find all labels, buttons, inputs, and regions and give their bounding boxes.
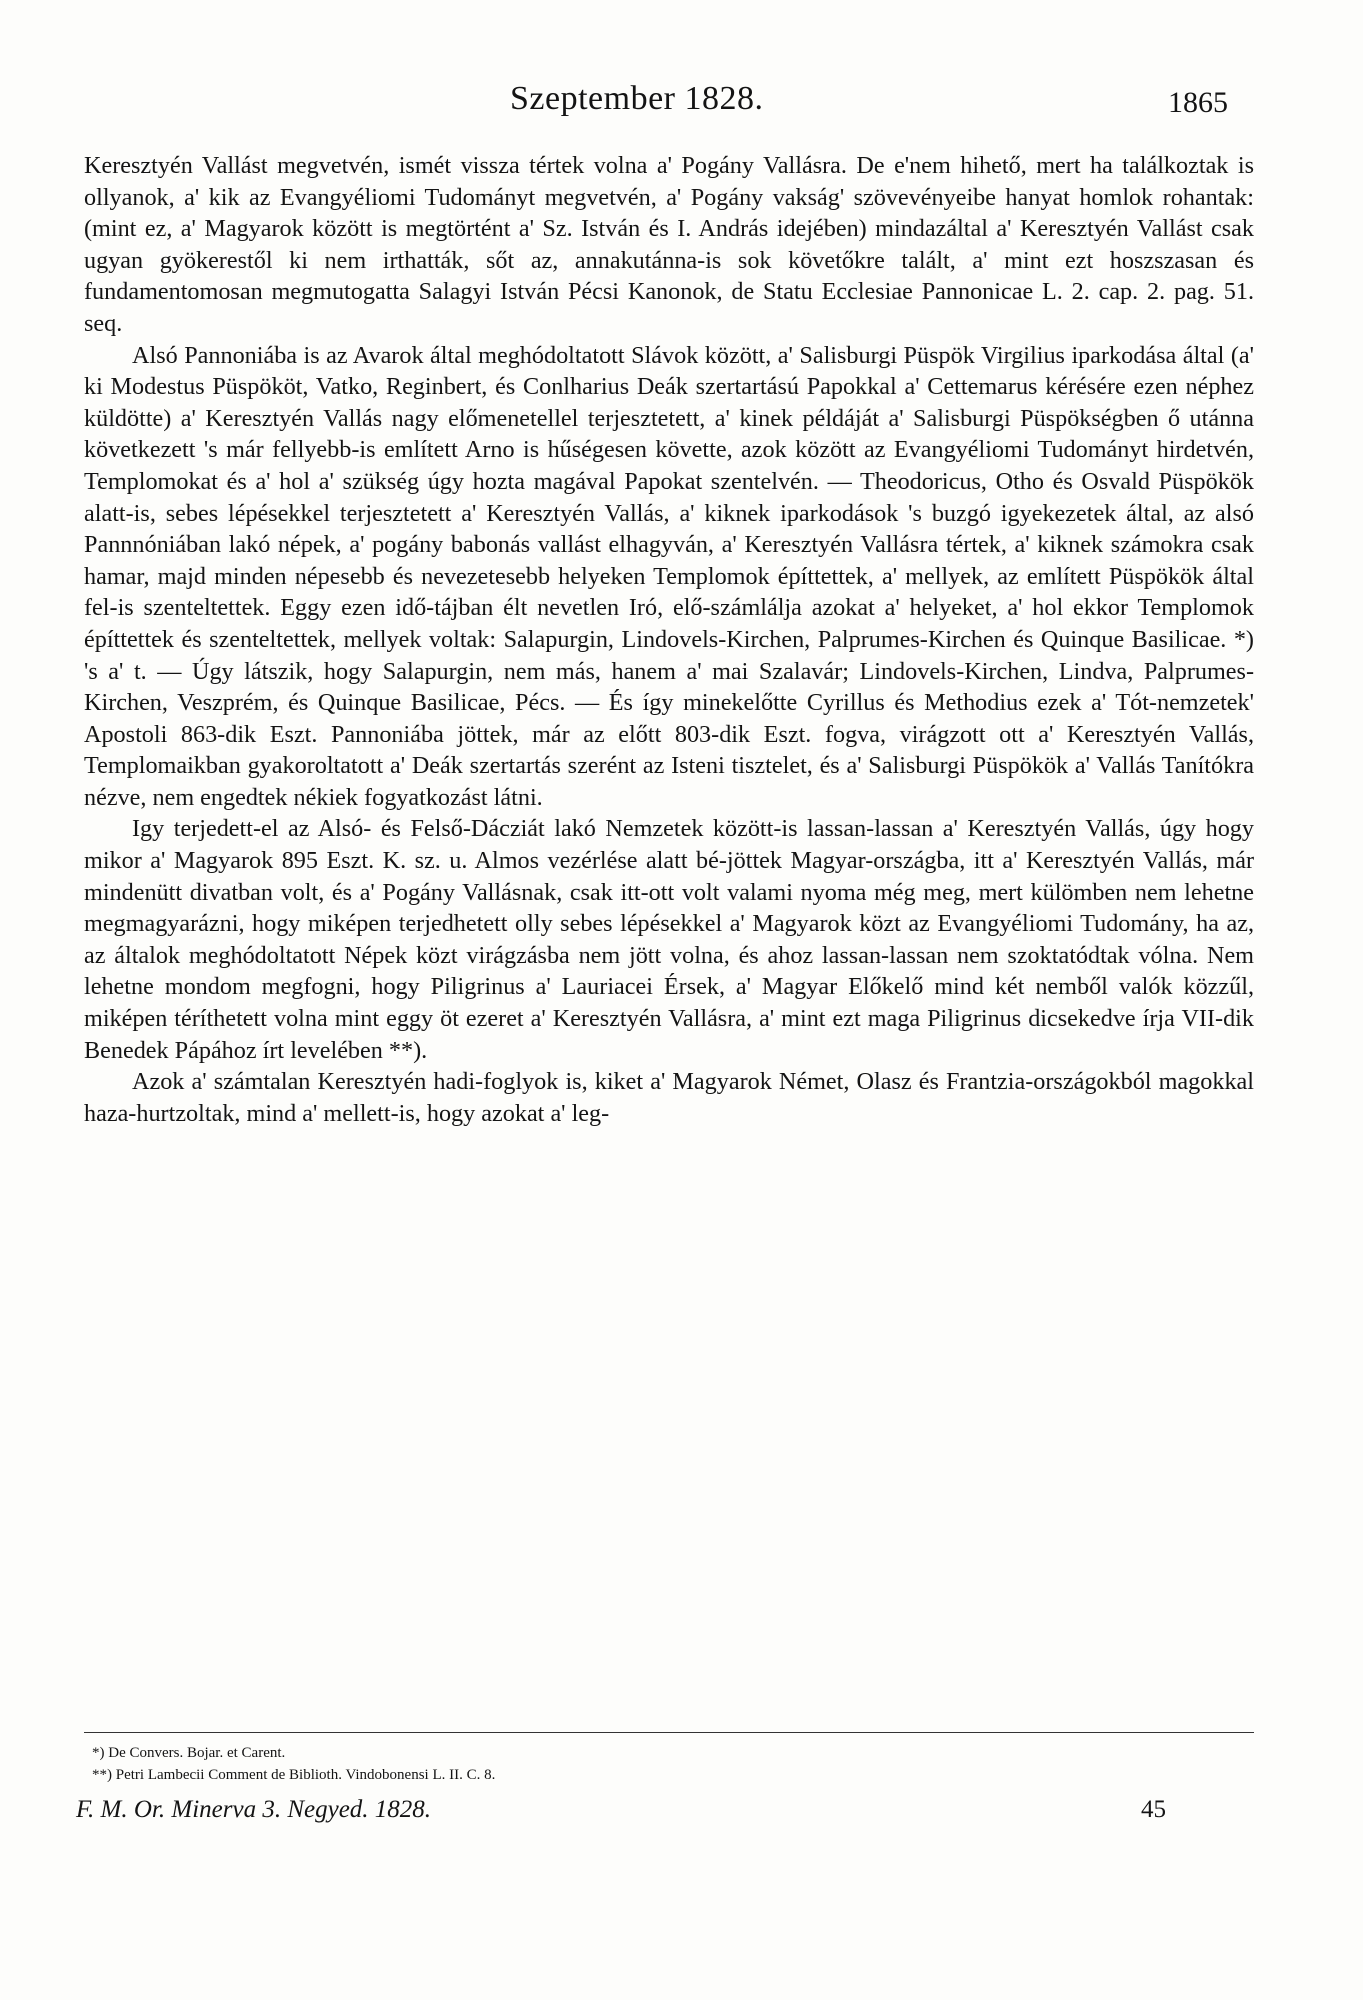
- signature-number: 45: [1141, 1796, 1166, 1823]
- footnote-divider: [84, 1732, 1254, 1733]
- footnote-2: **) Petri Lambecii Comment de Biblioth. Vindobonensi L. II. C. 8.: [92, 1767, 496, 1783]
- paragraph-1: Keresztyén Vallást megvetvén, ismét vissza tértek volna a' Pogány Vallásra. De e'nem hihető, mert ha találkoztak is ollyanok, a' kik az Evangyéliomi Tudományt megvetvén, a' Pogány vakság' szövevényeibe hanyat homlok rohantak: (mint ez, a' Magyarok között is megtörtént a' Sz. István és I. András idejében) mindazáltal a' Keresztyén Vallást csak ugyan gyökerestől ki nem irthatták, sőt az, annakutánna-is sok követőkre talált, a' mint ezt hoszszasan és fundamentomosan megmutogatta Salagyi István Pécsi Kanonok, de Statu Ecclesiae Pannonicae L. 2. cap. 2. pag. 51. seq.: [84, 152, 1254, 337]
- footnote-1: *) De Convers. Bojar. et Carent.: [92, 1745, 286, 1761]
- running-header: [0, 80, 1363, 130]
- page-number: 1865: [1168, 86, 1228, 119]
- signature-line: [76, 1796, 1226, 1824]
- paragraph-3: Igy terjedett-el az Alsó- és Felső-Dácziát lakó Nemzetek között-is lassan-lassan a' Keresztyén Vallás, úgy hogy mikor a' Magyarok 895 Eszt. K. sz. u. Almos vezérlése alatt bé-jöttek Magyar-országba, itt a' Keresztyén Vallás, már mindenütt divatban volt, és a' Pogány Vallásnak, csak itt-ott volt valami nyoma még meg, mert külömben nem lehetne megmagyarázni, hogy miképen terjedhetett olly sebes lépésekkel a' Magyarok közt az Evangyéliomi Tudomány, ha az, az általok meghódoltatott Népek közt virágzásba nem jött volna, és ahoz lassan-lassan nem szoktatódtak vólna. Nem lehetne mondom megfogni, hogy Piligrinus a' Lauriacei Érsek, a' Magyar Előkelő mind két nemből valók közzűl, miképen téríthetett volna mint eggy öt ezeret a' Keresztyén Vallásra, a' mint ezt maga Piligrinus dicsekedve írja VII-dik Benedek Pápához írt levelében **).: [84, 815, 1254, 1064]
- page-title: Szeptember 1828.: [510, 80, 764, 117]
- paragraph-4: Azok a' számtalan Keresztyén hadi-foglyok is, kiket a' Magyarok Német, Olasz és Frantzia-országokból magokkal haza-hurtzoltak, mind a' mellett-is, hogy azokat a' leg-: [84, 1068, 1254, 1127]
- body-text: [84, 150, 1254, 1129]
- signature-text: F. M. Or. Minerva 3. Negyed. 1828.: [76, 1796, 432, 1823]
- paragraph-2: Alsó Pannoniába is az Avarok által meghódoltatott Slávok között, a' Salisburgi Püspök Virgilius iparkodása által (a' ki Modestus Püspököt, Vatko, Reginbert, és Conlharius Deák szertartású Papokkal a' Cettemarus kérésére ezen néphez küldötte) a' Keresztyén Vallás nagy előmenetellel terjesztetett, a' kinek példáját a' Salisburgi Püspökségben ő utánna következett 's már fellyebb-is említett Arno is hűségesen követte, azok között az Evangyéliomi Tudományt hirdetvén, Templomokat és a' hol a' szükség úgy hozta magával Papokat szentelvén. — Theodoricus, Otho és Osvald Püspökök alatt-is, sebes lépésekkel terjesztetett a' Keresztyén Vallás, a' kiknek iparkodások 's buzgó igyekezetek által, az alsó Pannnóniában lakó népek, a' pogány babonás vallást elhagyván, a' Keresztyén Vallásra tértek, a' kiknek számokra csak hamar, majd minden népesebb és nevezetesebb helyeken Templomok építtettek, a' mellyek, az említett Püspökök által fel-is szenteltettek. Eggy ezen idő-tájban élt nevetlen Iró, elő-számlálja azokat a' helyeket, a' hol ekkor Templomok építtettek és szenteltettek, mellyek voltak: Salapurgin, Lindovels-Kirchen, Palprumes-Kirchen és Quinque Basilicae. *) 's a' t. — Úgy látszik, hogy Salapurgin, nem más, hanem a' mai Szalavár; Lindovels-Kirchen, Lindva, Palprumes-Kirchen, Veszprém, és Quinque Basilicae, Pécs. — És így minekelőtte Cyrillus és Methodius ezek a' Tót-nemzetek' Apostoli 863-dik Eszt. Pannoniába jöttek, már az előtt 803-dik Eszt. fogva, virágzott ott a' Keresztyén Vallás, Templomaikban gyakoroltatott a' Deák szertartás szerént az Isteni tisztelet, és a' Salisburgi Püspökök a' Vallás Tanítókra nézve, nem engedtek nékiek fogyatkozást látni.: [84, 341, 1254, 811]
- footnotes: [92, 1742, 1192, 1786]
